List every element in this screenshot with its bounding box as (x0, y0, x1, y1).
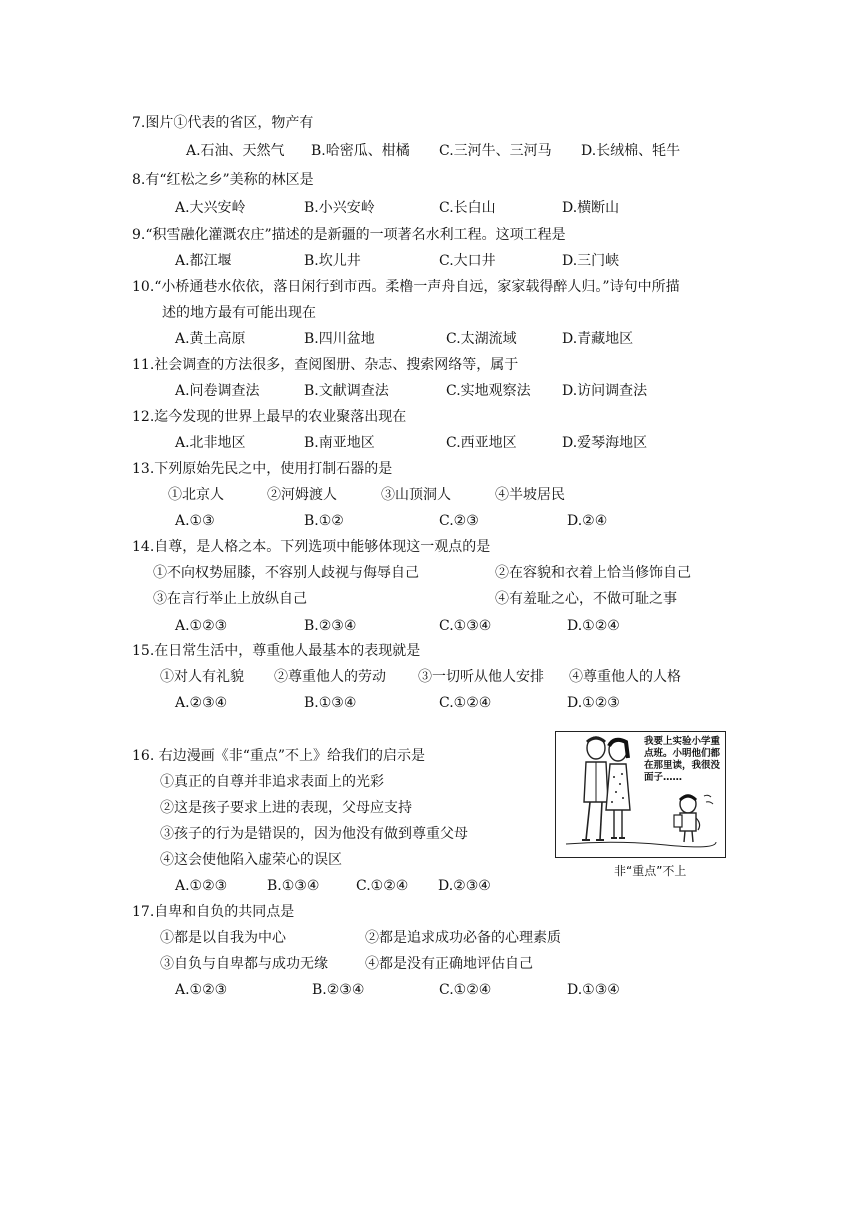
q13-item-3: ③山顶洞人 (381, 487, 451, 503)
q14-stem: 14.自尊，是人格之本。下列选项中能够体现这一观点的是 (132, 539, 491, 555)
q16-option-c: C.①②④ (356, 878, 409, 894)
q15-item-4: ④尊重他人的人格 (569, 669, 681, 685)
q13-option-a: A.①③ (175, 513, 215, 529)
q9-stem: 9.“积雪融化灌溉农庄”描述的是新疆的一项著名水利工程。这项工程是 (132, 227, 566, 243)
q13-item-1: ①北京人 (168, 487, 224, 503)
q10-stem-line1: 10.“小桥通巷水依依，落日闲行到市西。柔橹一声舟自远，家家载得醉人归。”诗句中所描 (132, 279, 680, 295)
q7-stem: 7.图片①代表的省区，物产有 (132, 115, 314, 131)
q16-option-b: B.①③④ (267, 878, 320, 894)
cartoon-speech: 我要上实验小学重点班。小明他们都在那里读，我很没面子…… (644, 736, 721, 783)
q17-option-b: B.②③④ (312, 982, 365, 998)
q13-option-d: D.②④ (567, 513, 608, 529)
q15-option-c: C.①②④ (439, 695, 492, 711)
q17-option-d: D.①③④ (567, 982, 620, 998)
q9-option-b: B.坎儿井 (304, 253, 361, 269)
q16-item-4: ④这会使他陷入虚荣心的误区 (160, 852, 342, 868)
q16-item-3: ③孩子的行为是错误的，因为他没有做到尊重父母 (160, 826, 468, 842)
q14-item-4: ④有羞耻之心，不做可耻之事 (495, 591, 677, 607)
q7-option-b: B.哈密瓜、柑橘 (311, 143, 410, 159)
q7-option-d: D.长绒棉、牦牛 (581, 143, 681, 159)
q8-stem: 8.有“红松之乡”美称的林区是 (132, 172, 314, 188)
q17-item-3: ③自负与自卑都与成功无缘 (160, 956, 328, 972)
q13-item-4: ④半坡居民 (495, 487, 565, 503)
q12-option-d: D.爱琴海地区 (562, 435, 648, 451)
q14-item-1: ①不向权势屈膝，不容别人歧视与侮辱自己 (153, 565, 419, 581)
q14-option-c: C.①③④ (439, 618, 492, 634)
q16-item-2: ②这是孩子要求上进的表现，父母应支持 (160, 800, 412, 816)
q17-item-1: ①都是以自我为中心 (160, 930, 286, 946)
q15-item-2: ②尊重他人的劳动 (274, 669, 386, 685)
q7-option-c: C.三河牛、三河马 (439, 143, 552, 159)
q10-option-d: D.青藏地区 (562, 331, 634, 347)
q14-item-3: ③在言行举止上放纵自己 (153, 591, 307, 607)
q16-item-1: ①真正的自尊并非追求表面上的光彩 (160, 774, 384, 790)
q15-option-b: B.①③④ (304, 695, 357, 711)
q12-option-a: A.北非地区 (175, 435, 246, 451)
q13-stem: 13.下列原始先民之中，使用打制石器的是 (132, 461, 393, 477)
q15-stem: 15.在日常生活中，尊重他人最基本的表现就是 (132, 643, 421, 659)
q8-option-b: B.小兴安岭 (304, 200, 375, 216)
q14-option-d: D.①②④ (567, 618, 620, 634)
q17-stem: 17.自卑和自负的共同点是 (132, 904, 295, 920)
q15-option-a: A.②③④ (175, 695, 228, 711)
q11-option-c: C.实地观察法 (446, 383, 531, 399)
q16-option-a: A.①②③ (175, 878, 228, 894)
q17-item-4: ④都是没有正确地评估自己 (365, 956, 533, 972)
q10-option-c: C.太湖流域 (446, 331, 517, 347)
q16-option-d: D.②③④ (438, 878, 491, 894)
q13-option-b: B.①② (304, 513, 344, 529)
q11-option-d: D.访问调查法 (562, 383, 648, 399)
q10-option-a: A.黄土高原 (175, 331, 246, 347)
q9-option-c: C.大口井 (439, 253, 496, 269)
q17-option-a: A.①②③ (175, 982, 228, 998)
q15-item-1: ①对人有礼貌 (160, 669, 244, 685)
q9-option-d: D.三门峡 (562, 253, 620, 269)
cartoon-image (555, 731, 726, 858)
q10-stem-line2: 述的地方最有可能出现在 (162, 305, 316, 321)
q14-option-b: B.②③④ (304, 618, 357, 634)
q15-item-3: ③一切听从他人安排 (418, 669, 544, 685)
q10-option-b: B.四川盆地 (304, 331, 375, 347)
q17-item-2: ②都是追求成功必备的心理素质 (365, 930, 561, 946)
q13-option-c: C.②③ (439, 513, 479, 529)
q12-option-c: C.西亚地区 (446, 435, 517, 451)
q16-stem: 16. 右边漫画《非“重点”不上》给我们的启示是 (132, 748, 426, 764)
q11-stem: 11.社会调查的方法很多，查阅图册、杂志、搜索网络等，属于 (132, 357, 519, 373)
q14-option-a: A.①②③ (175, 618, 228, 634)
q8-option-a: A.大兴安岭 (175, 200, 246, 216)
q12-option-b: B.南亚地区 (304, 435, 375, 451)
q11-option-b: B.文献调查法 (304, 383, 389, 399)
q12-stem: 12.迄今发现的世界上最早的农业聚落出现在 (132, 409, 407, 425)
q8-option-c: C.长白山 (439, 200, 496, 216)
q15-option-d: D.①②③ (567, 695, 620, 711)
q17-option-c: C.①②④ (439, 982, 492, 998)
cartoon-caption: 非“重点”不上 (614, 864, 687, 878)
q8-option-d: D.横断山 (562, 200, 620, 216)
q9-option-a: A.都江堰 (175, 253, 232, 269)
q13-item-2: ②河姆渡人 (267, 487, 337, 503)
q14-item-2: ②在容貌和衣着上恰当修饰自己 (495, 565, 691, 581)
q11-option-a: A.问卷调查法 (175, 383, 260, 399)
q7-option-a: A.石油、天然气 (186, 143, 285, 159)
